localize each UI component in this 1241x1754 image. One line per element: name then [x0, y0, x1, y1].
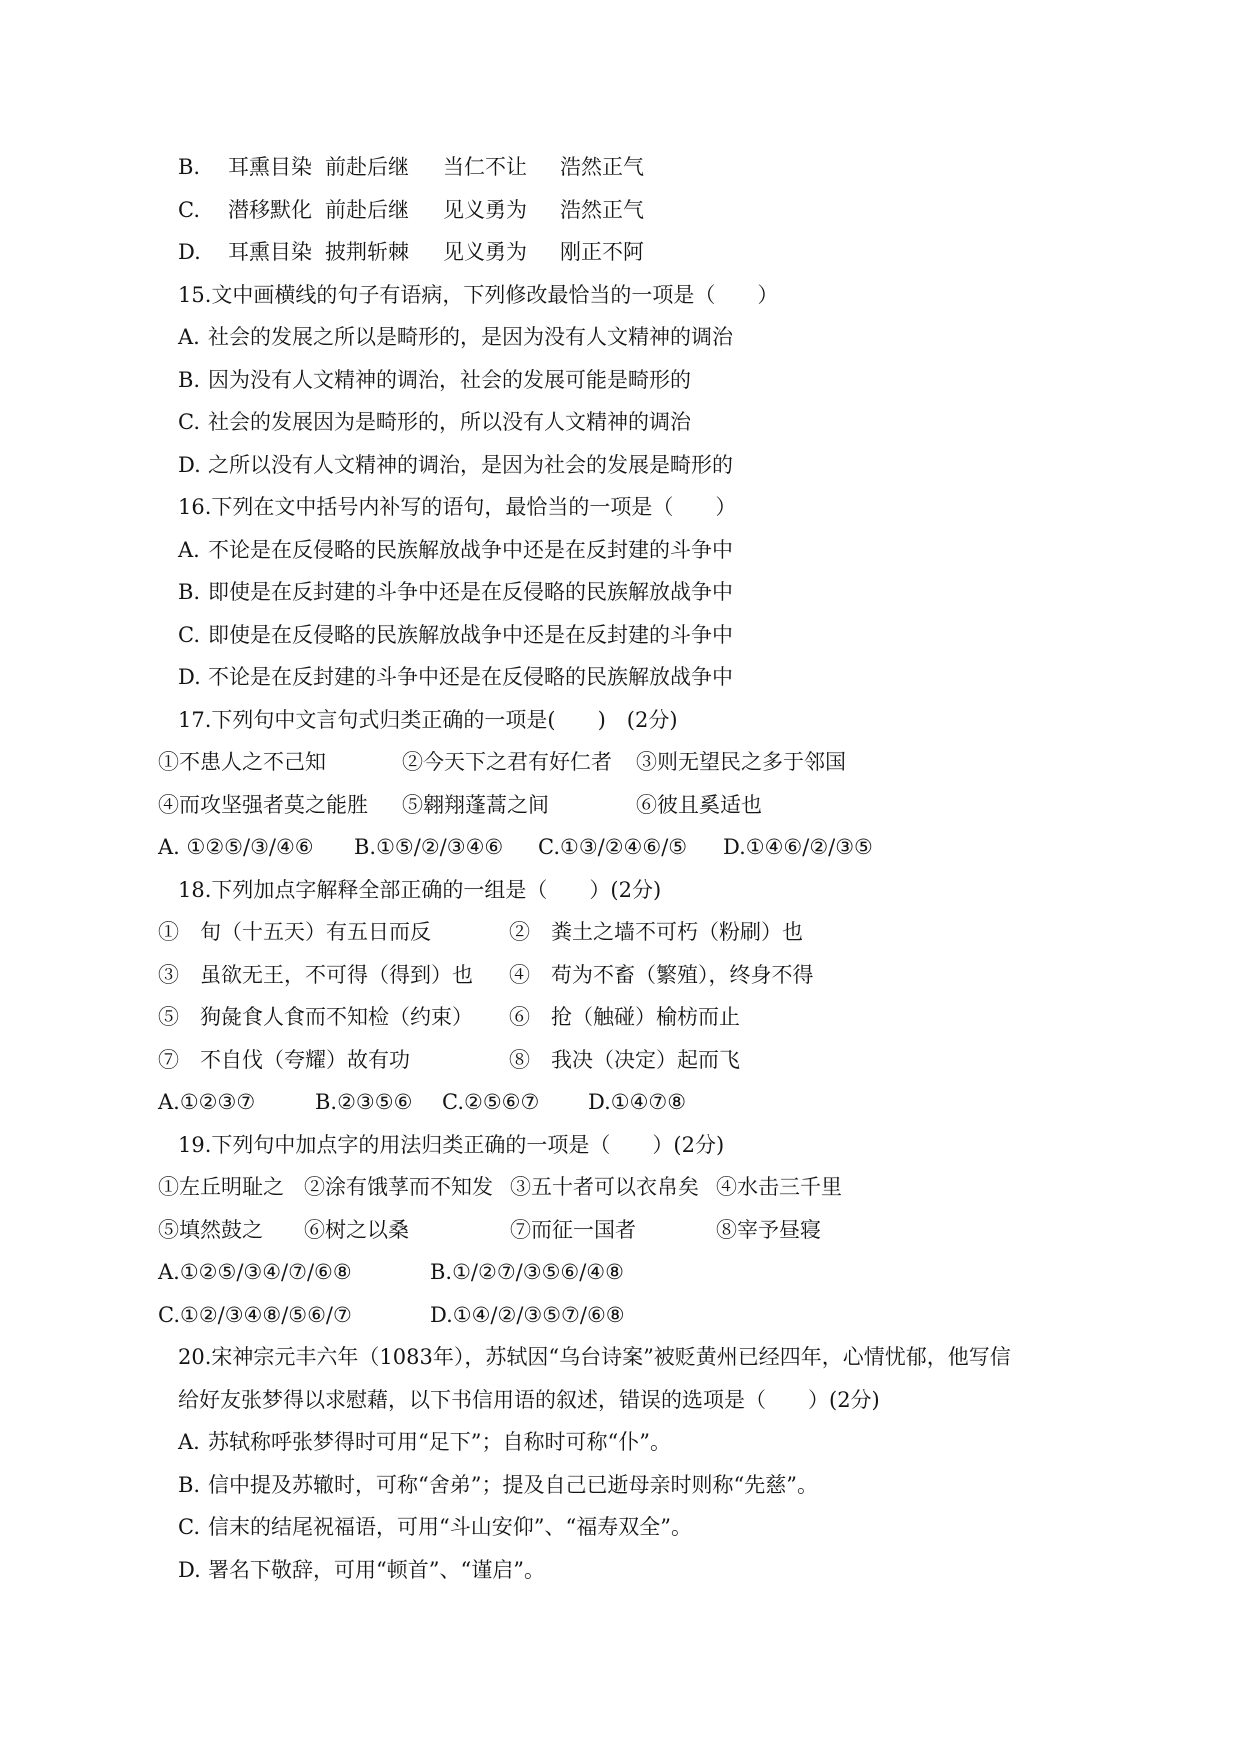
q15-stem: 15.文中画横线的句子有语病，下列修改最恰当的一项是（ ） — [178, 282, 779, 307]
q17-item: ④而攻坚强者莫之能胜 — [158, 792, 368, 817]
q19-answers-row1 — [158, 1251, 1078, 1294]
q15-option-d: D. 之所以没有人文精神的调治，是因为社会的发展是畸形的 — [178, 452, 733, 477]
q19-item: ③五十者可以衣帛矣 — [510, 1175, 699, 1199]
q20-option-a: A. 苏轼称呼张梦得时可用“足下”；自称时可称“仆”。 — [178, 1430, 671, 1454]
q19-item: ①左丘明耻之 — [158, 1175, 284, 1199]
q18-answer: A.①②③⑦ — [158, 1090, 256, 1114]
q16-option-d: D. 不论是在反封建的斗争中还是在反侵略的民族解放战争中 — [178, 665, 733, 689]
word: 刚正不阿 — [560, 240, 644, 264]
q14-option-d: D. 耳熏目染 披荆斩棘 见义勇为 刚正不阿 — [178, 231, 1078, 274]
word: 浩然正气 — [560, 155, 644, 179]
q18-items-row — [158, 954, 1078, 997]
exam-page — [158, 146, 1078, 1591]
word: 见义勇为 — [443, 197, 527, 222]
word: 耳熏目染 — [228, 240, 312, 264]
q19-stem: 19.下列句中加点字的用法归类正确的一项是（ ）(2分) — [178, 1132, 725, 1157]
q19-answer: B.①/②⑦/③⑤⑥/④⑧ — [430, 1260, 624, 1284]
q18-item: ④ 苟为不畜（繁殖），终身不得 — [509, 962, 814, 987]
word: 潜移默化 — [228, 197, 312, 222]
q17-answers — [158, 826, 1078, 869]
q17-answer: D.①④⑥/②/③⑤ — [723, 835, 873, 859]
q17-answer: B.①⑤/②/③④⑥ — [354, 835, 504, 859]
q17-stem: 17.下列句中文言句式归类正确的一项是( ) (2分) — [178, 707, 678, 732]
q17-answer: A. ①②⑤/③/④⑥ — [158, 835, 314, 859]
q17-item: ⑥彼且奚适也 — [636, 792, 762, 817]
q20-stem-line1: 20.宋神宗元丰六年（1083年），苏轼因“乌台诗案”被贬黄州已经四年，心情忧郁，他写信 — [178, 1345, 1011, 1369]
q20-option-d: D. 署名下敬辞，可用“顿首”、“谨启”。 — [178, 1557, 545, 1582]
word: 前赴后继 — [325, 197, 409, 222]
q18-answer: D.①④⑦⑧ — [588, 1090, 687, 1114]
q15-option-b: B. 因为没有人文精神的调治，社会的发展可能是畸形的 — [178, 367, 691, 392]
q18-item: ⑦ 不自伐（夸耀）故有功 — [158, 1047, 410, 1072]
q18-answer: C.②⑤⑥⑦ — [442, 1090, 540, 1114]
q17-items-row2 — [158, 784, 1078, 827]
word: 当仁不让 — [443, 155, 527, 179]
q19-item: ⑤填然鼓之 — [158, 1217, 263, 1242]
q19-item: ⑧宰予昼寝 — [716, 1217, 821, 1242]
q18-item: ③ 虽欲无王，不可得（得到）也 — [158, 962, 473, 987]
q19-answer: A.①②⑤/③④/⑦/⑥⑧ — [158, 1260, 352, 1284]
q17-answer: C.①③/②④⑥/⑤ — [538, 835, 688, 859]
q19-items-row1 — [158, 1166, 1078, 1209]
q16-option-a: A. 不论是在反侵略的民族解放战争中还是在反封建的斗争中 — [178, 537, 733, 562]
q19-answer: D.①④/②/③⑤⑦/⑥⑧ — [430, 1302, 625, 1327]
q18-items-row — [158, 1039, 1078, 1082]
q18-item: ⑧ 我决（决定）起而飞 — [509, 1047, 740, 1072]
q18-item: ⑤ 狗彘食人食而不知检（约束） — [158, 1005, 473, 1029]
q18-answer: B.②③⑤⑥ — [315, 1090, 413, 1114]
q17-items-row1 — [158, 741, 1078, 784]
q19-answers-row2 — [158, 1294, 1078, 1337]
q14-option-c: C. 潜移默化 前赴后继 见义勇为 浩然正气 — [178, 189, 1078, 232]
q15-option-a: A. 社会的发展之所以是畸形的，是因为没有人文精神的调治 — [178, 325, 733, 349]
q16-option-c: C. 即使是在反侵略的民族解放战争中还是在反封建的斗争中 — [178, 622, 733, 647]
word: 前赴后继 — [325, 155, 409, 179]
q17-item: ③则无望民之多于邻国 — [636, 750, 846, 774]
q17-item: ①不患人之不己知 — [158, 750, 326, 774]
q19-item: ②涂有饿莩而不知发 — [304, 1175, 493, 1199]
q17-item: ⑤翱翔蓬蒿之间 — [402, 792, 549, 817]
q18-item: ① 旬（十五天）有五日而反 — [158, 920, 431, 944]
q15-option-c: C. 社会的发展因为是畸形的，所以没有人文精神的调治 — [178, 410, 691, 434]
q17-item: ②今天下之君有好仁者 — [402, 750, 612, 774]
q18-stem: 18.下列加点字解释全部正确的一组是（ ）(2分) — [178, 877, 662, 902]
q19-answer: C.①②/③④⑧/⑤⑥/⑦ — [158, 1302, 352, 1327]
q18-answers — [158, 1081, 1078, 1124]
q14-option-b: B. 耳熏目染 前赴后继 当仁不让 浩然正气 — [178, 146, 1078, 189]
q18-item: ⑥ 抢（触碰）榆枋而止 — [509, 1005, 740, 1029]
word: 浩然正气 — [560, 197, 644, 222]
q20-option-b: B. 信中提及苏辙时，可称“舍弟”；提及自己已逝母亲时则称“先慈”。 — [178, 1472, 818, 1497]
q19-items-row2 — [158, 1209, 1078, 1252]
q20-stem-line2: 给好友张梦得以求慰藉，以下书信用语的叙述，错误的选项是（ ）(2分) — [178, 1387, 880, 1412]
word: 披荆斩棘 — [325, 240, 409, 264]
word: 耳熏目染 — [228, 155, 312, 179]
q19-item: ⑦而征一国者 — [510, 1217, 636, 1242]
q18-item: ② 粪土之墙不可朽（粉刷）也 — [509, 920, 803, 944]
q16-stem: 16.下列在文中括号内补写的语句，最恰当的一项是（ ） — [178, 495, 737, 519]
q20-option-c: C. 信末的结尾祝福语，可用“斗山安仰”、“福寿双全”。 — [178, 1515, 692, 1539]
q18-items-row — [158, 996, 1078, 1039]
q16-option-b: B. 即使是在反封建的斗争中还是在反侵略的民族解放战争中 — [178, 580, 733, 604]
q19-item: ⑥树之以桑 — [304, 1217, 409, 1242]
word: 见义勇为 — [443, 240, 527, 264]
q19-item: ④水击三千里 — [716, 1175, 842, 1199]
q18-items-row — [158, 911, 1078, 954]
